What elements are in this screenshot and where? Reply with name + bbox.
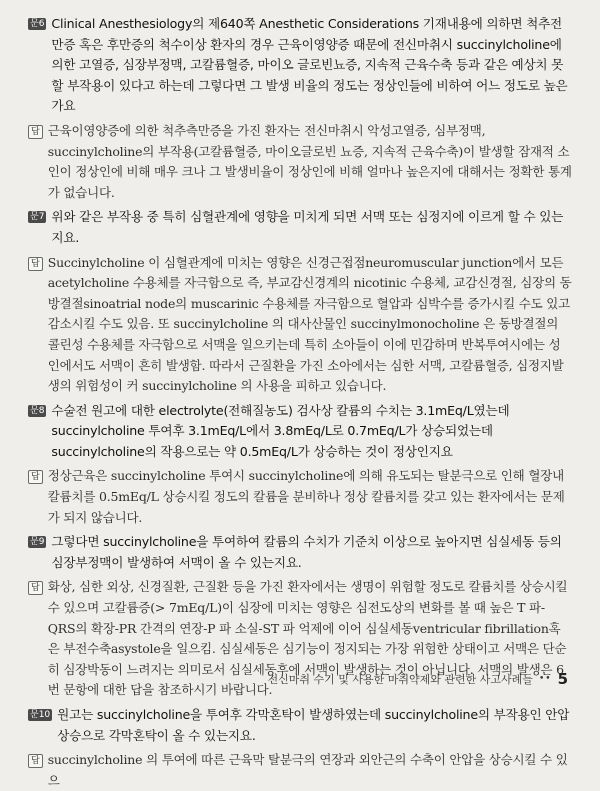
running-title: 전신마취 수기 및 사용한 마취약제와 관련한 사고사례들: [267, 673, 533, 686]
answer-tag: 답: [28, 581, 43, 595]
question-8: [28, 401, 572, 463]
answer-tag: 답: [28, 754, 43, 768]
answer-6: [28, 121, 572, 203]
question-tag: 문7: [30, 212, 45, 223]
answer-tag: 답: [28, 257, 43, 271]
question-tag: 문6: [30, 19, 45, 29]
answer-text: succinylcholine 의 투여에 따른 근육막 탈분극의 연장과 외안근의 수축이 안압을 상승시킬 수 있으: [47, 752, 568, 788]
answer-text: Succinylcholine 이 심혈관계에 미치는 영향은 신경근접점neuromuscular junction에서 모든 acetylcholine 수용체를 자극함으로 즉, 부교감신경계의 nicotinic 수용체, 교감신경절, 심장의 동방결절sinoatrial node의 muscarinic 수용체를 자극함으로 혈압과 심박수를 증가시킬 수도 있고 감소시킬 수도 있음. 또 succinylcholine 의 대사산물인 succinylmonocholine 은 동방결절의 콜린성 수용체를 자극함으로 서맥을 일으키는데 특히 소아들이 이에 민감하며 반복투여시에는 성인에서도 서맥이 흔히 발생함. 따라서 근질환을 가진 소아에서는 심한 서맥, 고칼륨혈증, 심정지발생의 위험성이 커 succinylcholine 의 사용을 피하고 있습니다.: [47, 254, 572, 394]
question-tag: 문8: [30, 405, 45, 416]
question-text: 원고는 succinylcholine을 투여후 각막혼탁이 발생하였는데 succinylcholine의 부작용인 안압 상승으로 각막혼탁이 올 수 있는지요.: [57, 707, 570, 743]
answer-tag: 답: [28, 125, 43, 139]
answer-text: 정상근육은 succinylcholine 투여시 succinylcholine에 의해 유도되는 탈분극으로 인해 혈장내 칼륨치를 0.5mEq/L 상승시킬 정도의 칼륨을 분비하나 정상 칼륨치를 갖고 있는 환자에서는 문제가 되지 않습니다.: [47, 468, 565, 525]
question-text: 위와 같은 부작용 중 특히 심혈관계에 영향을 미치게 되면 서맥 또는 심정지에 이르게 할 수 있는지요.: [51, 209, 564, 245]
answer-10: [28, 750, 572, 791]
question-10: [28, 705, 572, 746]
answer-text: 화상, 심한 외상, 신경질환, 근질환 등을 가진 환자에서는 생명이 위험할 정도로 칼륨치를 상승시킬 수 있으며 고칼륨증(> 7mEq/L)이 심장에 미치는 영향은 심전도상의 변화를 볼 때 높은 T 파-QRS의 확장-PR 간격의 연장-P 파 소실-ST 파 억제에 이어 심실세동ventricular fibrillation혹은 부전수축asystole을 일으킴. 심실세동은 심기능이 정지되는 가장 위험한 상태이고 서맥은 단순히 심장박동이 느려지는 의미로서 심실세동후에 서맥이 발생하는 것이 아닙니다. 서맥의 발생은 6번 문항에 대한 답을 참조하시기 바랍니다.: [47, 579, 568, 698]
question-text: 수술전 원고에 대한 electrolyte(전해질농도) 검사상 칼륨의 수치는 3.1mEq/L였는데 succinylcholine 투여후 3.1mEq/L에서 3.8mEq/L로 0.7mEq/L가 상승되었는데 succinylcholine의 작용으로는 약 0.5mEq/L가 상승하는 것이 정상인지요: [51, 402, 510, 459]
answer-text: 근육이영양증에 의한 척추측만증을 가진 환자는 전신마취시 악성고열증, 심부정맥, succinylcholine의 부작용(고칼륨혈증, 마이오글로빈 뇨증, 지속적 근육수축)이 발생할 잠재적 소인이 정상인에 비해 매우 크나 그 발생비율이 정상인에 비해 얼마나 높은지에 대해서는 정확한 통계가 없습니다.: [47, 122, 572, 200]
question-9: [28, 532, 572, 573]
question-7: [28, 207, 572, 248]
question-tag: 문9: [30, 537, 45, 548]
question-text: 그렇다면 succinylcholine을 투여하여 칼륨의 수치가 기준치 이상으로 높아지면 심실세동 등의 심장부정맥이 발생하여 서맥이 올 수 있는지요.: [51, 534, 562, 570]
answer-8: [28, 466, 572, 528]
footer-dots: ••: [538, 674, 552, 684]
answer-tag: 답: [28, 470, 43, 484]
answer-7: [28, 253, 572, 397]
page-footer: [268, 670, 568, 688]
page-number: 5: [557, 670, 568, 688]
question-tag: 문10: [30, 710, 51, 720]
question-text: Clinical Anesthesiology의 제640쪽 Anesthetic Considerations 기재내용에 의하면 척추전만증 혹은 후만증의 척수이상 환자의 경우 근육이영양증 때문에 전신마취시 succinylcholine에 의한 고열증, 심장부정맥, 고칼륨혈증, 마이오 글로빈뇨증, 지속적 근육수축 등과 같은 예상치 못할 부작용이 있다고 하는데 그렇다면 그 발생 비율의 정도는 정상인들에 비하여 어느 정도로 높은가요: [51, 16, 568, 114]
question-6: [28, 14, 572, 117]
